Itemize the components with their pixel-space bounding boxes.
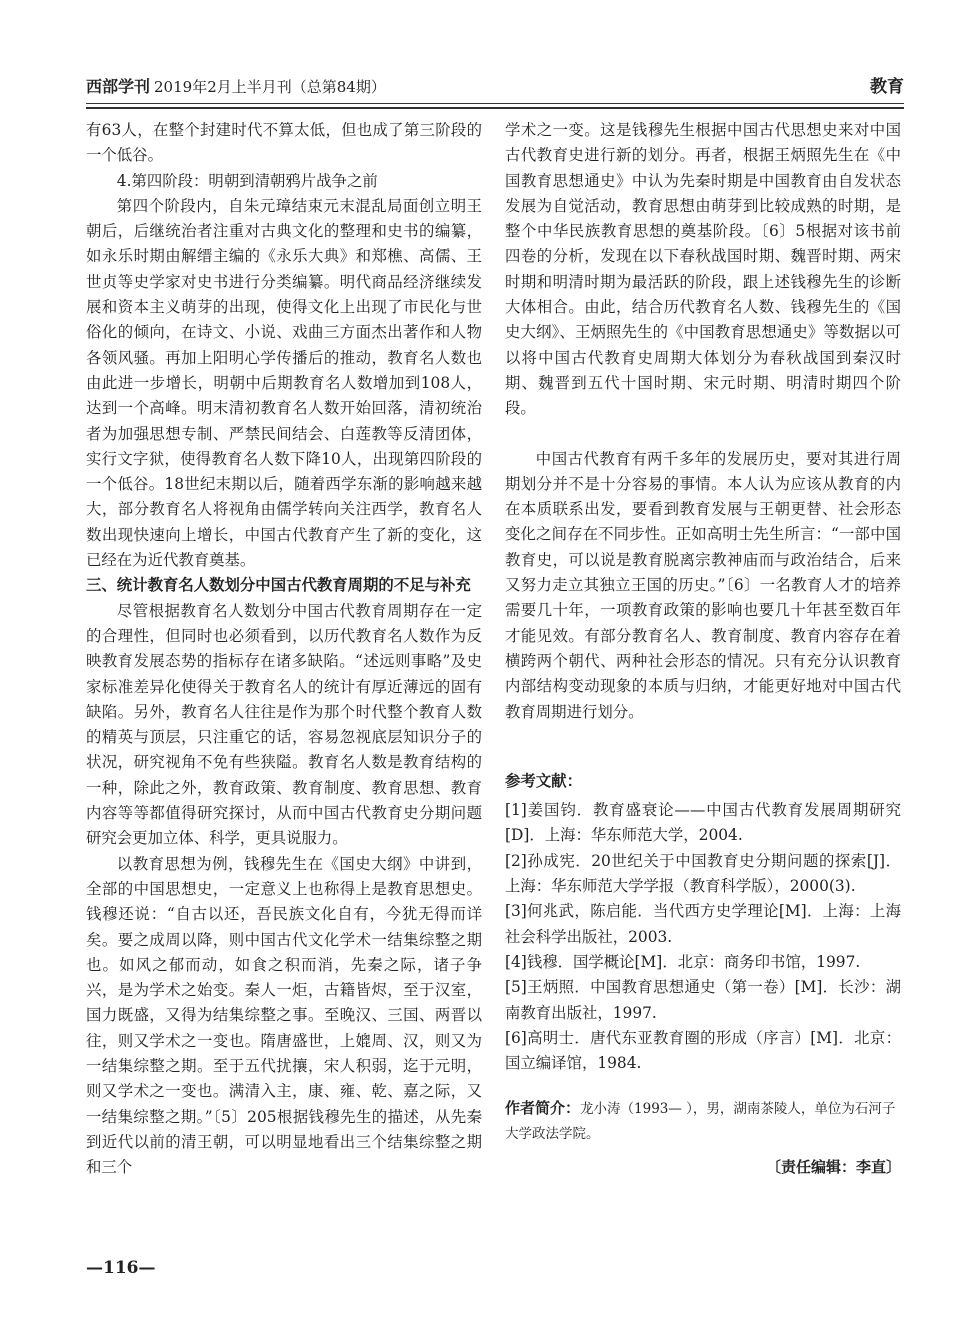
references-heading: 参考文献： — [505, 771, 582, 790]
reference-text: 王炳照．中国教育思想通史（第一卷）[M]．长沙：湖南教育出版社，1997. — [505, 978, 901, 1022]
journal-info — [86, 76, 386, 98]
reference-number: [2] — [505, 851, 527, 870]
reference-list — [505, 798, 901, 1076]
author-info — [505, 1096, 901, 1147]
left-column — [86, 118, 482, 1180]
header-rule-thick — [86, 107, 904, 109]
reference-item — [505, 899, 901, 950]
header-rule-thin — [86, 103, 904, 104]
author-text: 龙小涛（1993— ），男，湖南茶陵人，单位为石河子大学政法学院。 — [505, 1101, 896, 1143]
section-name: 教育 — [870, 77, 904, 97]
paragraph: 第四个阶段内，自朱元璋结束元末混乱局面创立明王朝后，后继统治者注重对古典文化的整理和史书的编纂，如永乐时期由解缙主编的《永乐大典》和郑樵、高儒、王世贞等史学家对史书进行分类编纂。明代商品经济继续发展和资本主义萌芽的出现，使得文化上出现了市民化与世俗化的倾向，在诗文、小说、戏曲三方面杰出著作和人物各领风骚。再加上阳明心学传播后的推动，教育名人数也由此进一步增长，明朝中后期教育名人数增加到108人，达到一个高峰。明末清初教育名人数开始回落，清初统治者为加强思想专制、严禁民间结会、白莲教等反清团体，实行文字狱，使得教育名人数下降10人，出现第四阶段的一个低谷。18世纪末期以后，随着西学东渐的影响越来越大，部分教育名人将视角由儒学转向关注西学，教育名人数出现快速向上增长，中国古代教育产生了新的变化，这已经在为近代教育奠基。 — [86, 196, 482, 570]
paragraph: 有63人，在整个封建时代不算太低，但也成了第三阶段的一个低谷。 — [86, 121, 482, 165]
reference-text: 孙成宪．20世纪关于中国教育史分期问题的探索[J]．上海：华东师范大学学报（教育科学版），2000(3). — [505, 851, 901, 896]
paragraph: 尽管根据教育名人数划分中国古代教育周期存在一定的合理性，但同时也必须看到，以历代教育名人数作为反映教育发展态势的指标存在诸多缺陷。“述远则事略”及史家标准差异化使得关于教育名人的统计有厚近薄远的固有缺陷。另外，教育名人往往是作为那个时代整个教育人数的精英与顶层，只注重它的话，容易忽视底层知识分子的状况，研究视角不免有些狭隘。教育名人数是教育结构的一种，除此之外，教育政策、教育制度、教育思想、教育内容等等都值得研究探讨，从而中国古代教育史分期问题研究会更加立体、科学，更具说服力。 — [86, 601, 482, 848]
right-column — [505, 118, 901, 1179]
section-heading: 三、统计教育名人数划分中国古代教育周期的不足与补充 — [86, 576, 471, 595]
reference-text: 钱穆．国学概论[M]．北京：商务印书馆，1997. — [526, 952, 861, 971]
reference-number: [3] — [505, 902, 527, 921]
author-label: 作者简介： — [505, 1099, 581, 1118]
reference-number: [6] — [505, 1028, 527, 1047]
reference-item — [505, 975, 901, 1026]
reference-number: [4] — [505, 952, 527, 971]
paragraph-gap — [505, 422, 901, 447]
paragraph: 中国古代教育有两千多年的发展历史，要对其进行周期划分并不是十分容易的事情。本人认为应该从教育的内在本质联系出发，要看到教育发展与王朝更替、社会形态变化之间存在不同步性。正如高明士先生所言：“一部中国教育史，可以说是教育脱离宗教神庙而与政治结合，后来又努力走立其独立王国的历史。”〔6〕一名教育人才的培养需要几十年，一项教育政策的影响也要几十年甚至数百年才能见效。有部分教育名人、教育制度、教育内容存在着横跨两个朝代、两种社会形态的情况。只有充分认识教育内部结构变动现象的本质与归纳，才能更好地对中国古代教育周期进行划分。 — [505, 449, 901, 721]
reference-item — [505, 849, 901, 900]
editor-note: 〔责任编辑：李直〕 — [765, 1158, 901, 1177]
reference-item — [505, 1026, 901, 1077]
issue-info: 2019年2月上半月刊（总第84期） — [154, 78, 386, 96]
journal-name: 西部学刊 — [86, 77, 151, 96]
paragraph: 学术之一变。这是钱穆先生根据中国古代思想史来对中国古代教育史进行新的划分。再者，根据王炳照先生在《中国教育思想通史》中认为先秦时期是中国教育由自发状态发展为自觉活动，教育思想由萌芽到比较成熟的时期，是整个中华民族教育思想的奠基阶段。〔6〕5根据对该书前四卷的分析，发现在以下春秋战国时期、魏晋时期、两宋时期和明清时期为最活跃的阶段，跟上述钱穆先生的诊断大体相合。由此，结合历代教育名人数、钱穆先生的《国史大纲》、王炳照先生的《中国教育思想通史》等数据以可以将中国古代教育史周期大体划分为春秋战国到秦汉时期、魏晋到五代十国时期、宋元时期、明清时期四个阶段。 — [505, 121, 901, 418]
reference-text: 何兆武，陈启能．当代西方史学理论[M]．上海：上海社会科学出版社，2003. — [505, 902, 901, 946]
paragraph: 以教育思想为例，钱穆先生在《国史大纲》中讲到，全部的中国思想史，一定意义上也称得上是教育思想史。钱穆还说：“自古以还，吾民族文化自有，今犹无得而详矣。要之成周以降，则中国古代文化学术一结集综整之期也。如风之郁而动，如食之积而消，先秦之际，诸子争兴，是为学术之始变。秦人一炬，古籍皆烬，至于汉室，国力既盛，又得为结集综整之事。至晚汉、三国、两晋以往，则又学术之一变也。隋唐盛世，上媲周、汉，则又为一结集综整之期。至于五代扰攘，宋人积弱，迄于元明，则又学术之一变也。满清入主，康、雍、乾、嘉之际，又一结集综整之期。”〔5〕205根据钱穆先生的描述，从先秦到近代以前的清王朝，可以明显地看出三个结集综整之期和三个 — [86, 854, 482, 1177]
reference-item — [505, 950, 901, 975]
page-number: —116— — [86, 1258, 156, 1278]
reference-number: [5] — [505, 978, 527, 997]
reference-text: 高明士．唐代东亚教育圈的形成（序言）[M]．北京：国立编译馆，1984. — [505, 1028, 901, 1073]
subsection-heading: 4.第四阶段：明朝到清朝鸦片战争之前 — [116, 171, 378, 190]
running-header — [86, 76, 904, 100]
reference-item — [505, 798, 901, 849]
reference-number: [1] — [505, 801, 527, 820]
reference-text: 姜国钧．教育盛衰论——中国古代教育发展周期研究[D]．上海：华东师范大学，2004. — [505, 801, 901, 845]
right-column-body — [505, 118, 901, 725]
